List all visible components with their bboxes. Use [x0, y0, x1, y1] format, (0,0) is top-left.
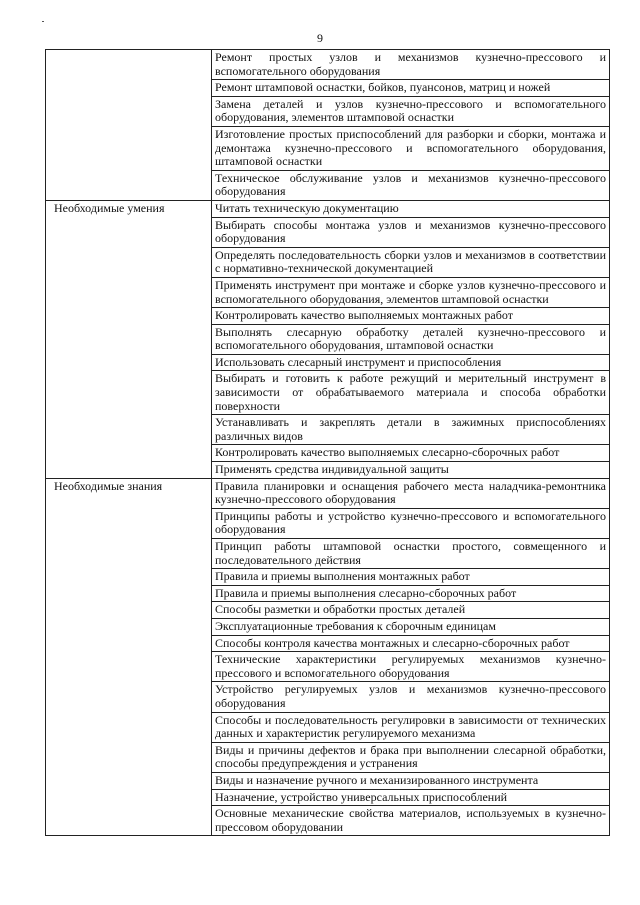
item-text: Правила и приемы выполнения слесарно-сборочных работ	[215, 585, 517, 600]
item-text: Принцип работы штамповой оснастки простого, совмещенного и последовательного действия	[215, 539, 606, 567]
table-cell-item	[212, 585, 610, 602]
item-text: Выполнять слесарную обработку деталей кузнечно-прессового и вспомогательного оборудования, штамповой оснастки	[215, 324, 606, 353]
table-cell-item	[212, 354, 610, 371]
item-text: Способы контроля качества монтажных и слесарно-сборочных работ	[215, 635, 570, 650]
table-row	[46, 200, 610, 217]
item-text: Ремонт штамповой оснастки, бойков, пуансонов, матриц и ножей	[215, 80, 551, 95]
table-row	[46, 478, 610, 508]
table-cell-item	[212, 682, 610, 712]
table-cell-item	[212, 126, 610, 170]
table-cell-item	[212, 247, 610, 277]
item-text: Применять средства индивидуальной защиты	[215, 462, 449, 477]
item-text: Назначение, устройство универсальных приспособлений	[215, 789, 508, 804]
item-text: Использовать слесарный инструмент и приспособления	[215, 354, 502, 369]
table-cell-item	[212, 445, 610, 462]
item-text: Замена деталей и узлов кузнечно-прессового и вспомогательного оборудования, элементов штамповой оснастки	[215, 96, 606, 125]
item-text: Виды и причины дефектов и брака при выполнении слесарной обработки, способы предупреждения и устранения	[215, 742, 606, 771]
competency-table	[45, 49, 610, 836]
item-text: Контролировать качество выполняемых слесарно-сборочных работ	[215, 445, 560, 460]
table-cell-item	[212, 772, 610, 789]
table-cell-item	[212, 569, 610, 586]
table-cell-item	[212, 462, 610, 479]
item-text: Способы и последовательность регулировки в зависимости от технических данных и характеристик регулируемого механизма	[215, 712, 606, 741]
table-cell-item	[212, 508, 610, 538]
table-cell-item	[212, 415, 610, 445]
item-text: Ремонт простых узлов и механизмов кузнечно-прессового и вспомогательного оборудования	[215, 50, 606, 78]
section-label: Необходимые знания	[46, 478, 212, 836]
item-text: Виды и назначение ручного и механизированного инструмента	[215, 772, 539, 787]
item-text: Способы разметки и обработки простых деталей	[215, 602, 466, 617]
item-text: Применять инструмент при монтаже и сборке узлов кузнечно-прессового и вспомогательного оборудования, элементов штамповой оснастки	[215, 277, 606, 306]
table-cell-item	[212, 80, 610, 97]
item-text: Определять последовательность сборки узлов и механизмов в соответствии с нормативно-технической документацией	[215, 247, 606, 276]
table-cell-item	[212, 806, 610, 836]
table-cell-item	[212, 217, 610, 247]
table-cell-item	[212, 635, 610, 652]
item-text: Правила планировки и оснащения рабочего места наладчика-ремонтника кузнечно-прессового оборудования	[215, 478, 606, 507]
item-text: Основные механические свойства материалов, используемых в кузнечно-прессовом оборудовании	[215, 806, 606, 834]
table-cell-item	[212, 602, 610, 619]
table-row	[46, 50, 610, 80]
section-label	[46, 50, 212, 201]
item-text: Правила и приемы выполнения монтажных работ	[215, 569, 470, 584]
table-cell-item	[212, 712, 610, 742]
section-label: Необходимые умения	[46, 200, 212, 478]
table-cell-item	[212, 652, 610, 682]
table-cell-item	[212, 324, 610, 354]
table-cell-item	[212, 170, 610, 200]
table-cell-item	[212, 200, 610, 217]
item-text: Читать техническую документацию	[215, 200, 399, 215]
table-cell-item	[212, 789, 610, 806]
item-text: Устройство регулируемых узлов и механизмов кузнечно-прессового оборудования	[215, 682, 606, 710]
table-cell-item	[212, 50, 610, 80]
table-cell-item	[212, 277, 610, 307]
table-body	[46, 50, 610, 836]
table-cell-item	[212, 742, 610, 772]
item-text: Контролировать качество выполняемых монтажных работ	[215, 308, 513, 323]
table-cell-item	[212, 539, 610, 569]
item-text: Устанавливать и закреплять детали в зажимных приспособлениях различных видов	[215, 415, 606, 443]
item-text: Техническое обслуживание узлов и механизмов кузнечно-прессового оборудования	[215, 170, 606, 199]
scan-speck	[42, 21, 44, 22]
item-text: Изготовление простых приспособлений для разборки и сборки, монтажа и демонтажа кузнечно-прессового и вспомогательного оборудования, штамповой оснастки	[215, 126, 606, 169]
table-cell-item	[212, 96, 610, 126]
item-text: Эксплуатационные требования к сборочным единицам	[215, 618, 496, 633]
item-text: Технические характеристики регулируемых механизмов кузнечно-прессового и вспомогательного оборудования	[215, 652, 606, 680]
item-text: Принципы работы и устройство кузнечно-прессового и вспомогательного оборудования	[215, 508, 606, 537]
page-number: 9	[317, 31, 323, 45]
table-cell-item	[212, 371, 610, 415]
item-text: Выбирать и готовить к работе режущий и мерительный инструмент в зависимости от обрабатываемого материала и способа обработки поверхности	[215, 371, 606, 413]
item-text: Выбирать способы монтажа узлов и механизмов кузнечно-прессового оборудования	[215, 217, 606, 246]
table-cell-item	[212, 478, 610, 508]
table-cell-item	[212, 308, 610, 325]
table-cell-item	[212, 618, 610, 635]
